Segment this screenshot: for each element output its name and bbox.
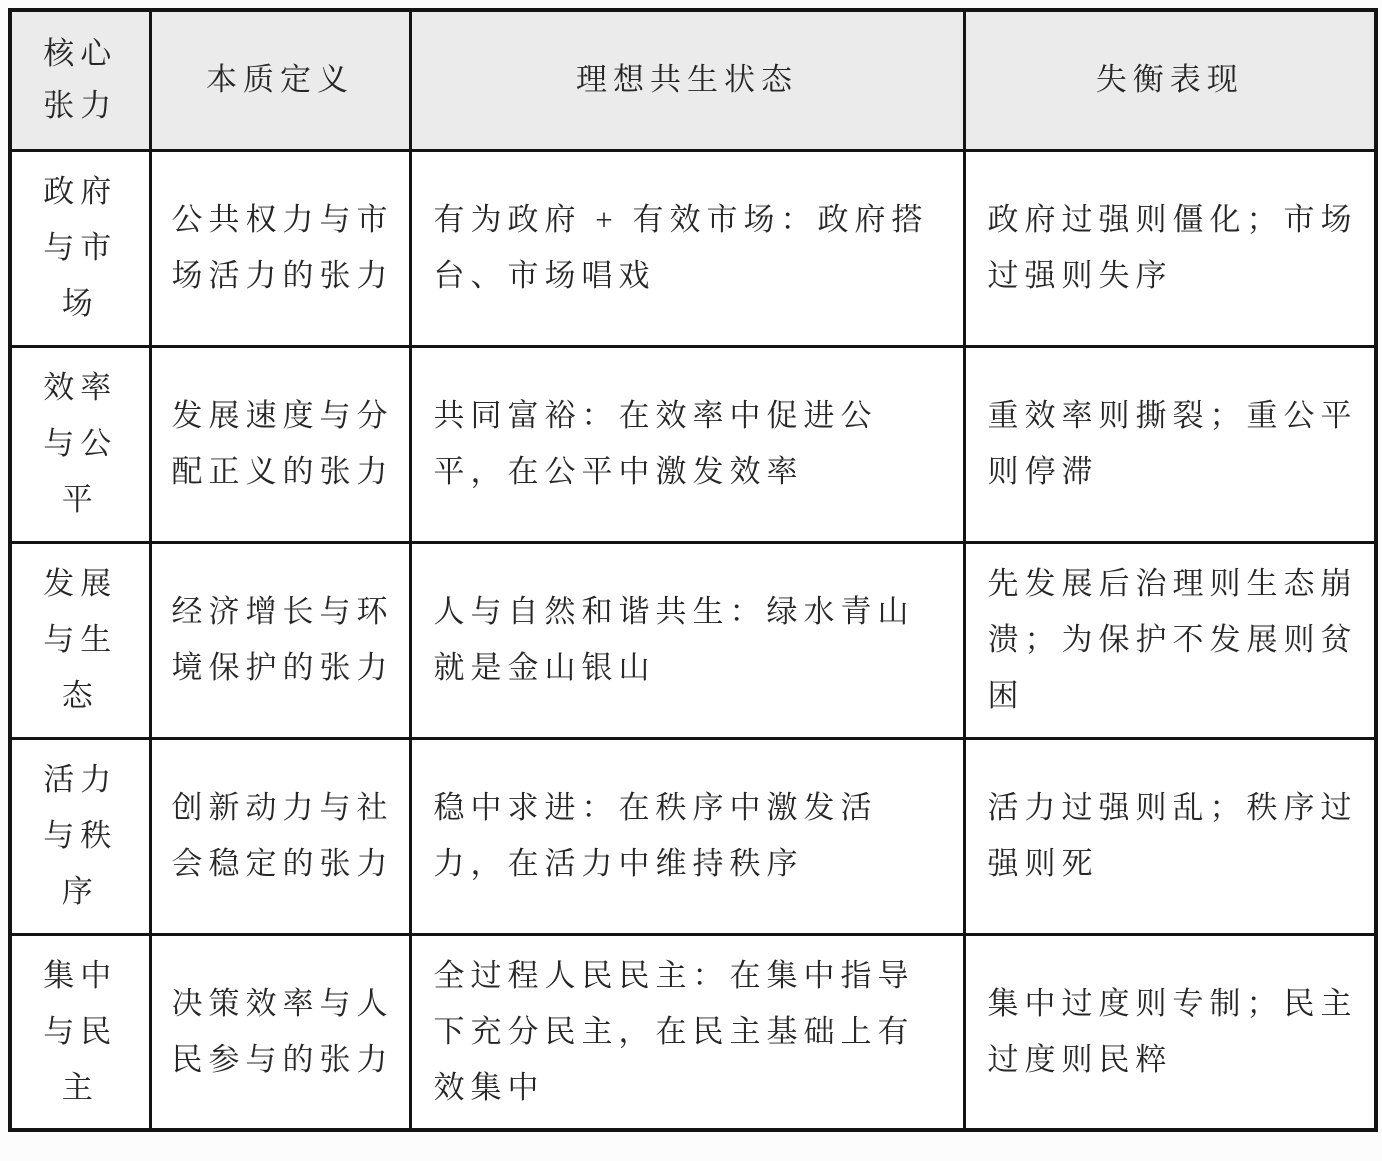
cell-tension: 政府与市场 <box>10 150 150 346</box>
cell-ideal-state: 全过程人民民主：在集中指导下充分民主，在民主基础上有效集中 <box>410 934 964 1130</box>
cell-imbalance: 集中过度则专制；民主过度则民粹 <box>964 934 1376 1130</box>
table-body <box>10 150 1376 1130</box>
table-row-vitality-order <box>10 738 1376 934</box>
header-essential-definition: 本质定义 <box>150 10 410 150</box>
table-row-efficiency-fairness <box>10 346 1376 542</box>
cell-tension: 活力与秩序 <box>10 738 150 934</box>
header-row <box>10 10 1376 150</box>
cell-definition: 创新动力与社会稳定的张力 <box>150 738 410 934</box>
table-row-centralization-democracy <box>10 934 1376 1130</box>
cell-tension: 集中与民主 <box>10 934 150 1130</box>
table-row-development-ecology <box>10 542 1376 738</box>
cell-tension: 效率与公平 <box>10 346 150 542</box>
core-tensions-table <box>8 8 1378 1132</box>
table-row-government-market <box>10 150 1376 346</box>
table-header <box>10 10 1376 150</box>
cell-definition: 公共权力与市场活力的张力 <box>150 150 410 346</box>
cell-tension: 发展与生态 <box>10 542 150 738</box>
cell-ideal-state: 人与自然和谐共生：绿水青山就是金山银山 <box>410 542 964 738</box>
cell-definition: 经济增长与环境保护的张力 <box>150 542 410 738</box>
header-core-tension: 核心张力 <box>10 10 150 150</box>
header-ideal-symbiosis: 理想共生状态 <box>410 10 964 150</box>
header-imbalance-manifestation: 失衡表现 <box>964 10 1376 150</box>
cell-definition: 决策效率与人民参与的张力 <box>150 934 410 1130</box>
cell-imbalance: 重效率则撕裂；重公平则停滞 <box>964 346 1376 542</box>
cell-ideal-state: 有为政府 + 有效市场：政府搭台、市场唱戏 <box>410 150 964 346</box>
cell-ideal-state: 共同富裕：在效率中促进公平，在公平中激发效率 <box>410 346 964 542</box>
cell-imbalance: 活力过强则乱；秩序过强则死 <box>964 738 1376 934</box>
cell-ideal-state: 稳中求进：在秩序中激发活力，在活力中维持秩序 <box>410 738 964 934</box>
cell-definition: 发展速度与分配正义的张力 <box>150 346 410 542</box>
cell-imbalance: 先发展后治理则生态崩溃；为保护不发展则贫困 <box>964 542 1376 738</box>
cell-imbalance: 政府过强则僵化；市场过强则失序 <box>964 150 1376 346</box>
